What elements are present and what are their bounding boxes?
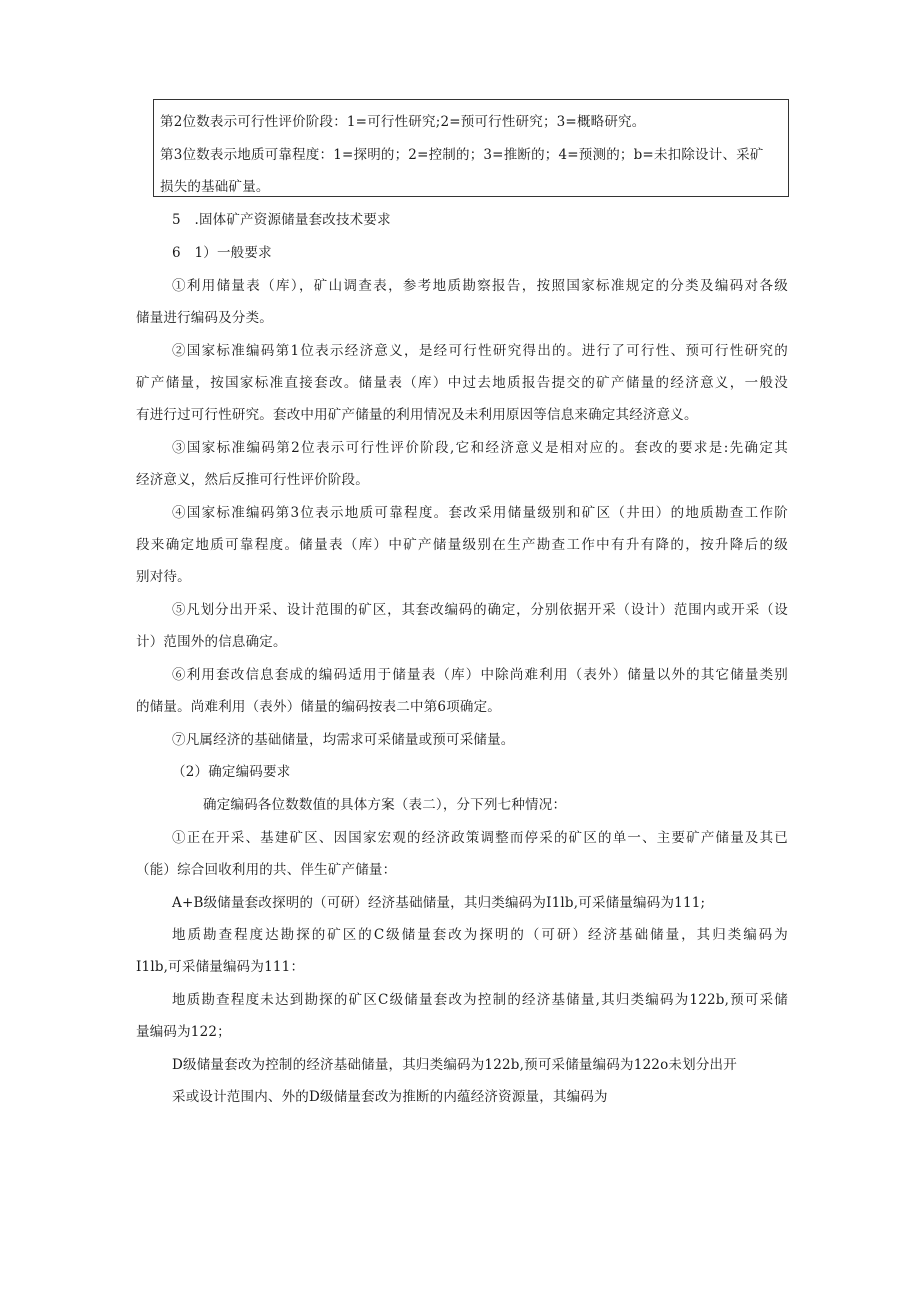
case-4-line-1: 地质勘查程度未达到勘探的矿区C级储量套改为控制的经济基储量,其归类编码为122b,预可采储	[172, 992, 788, 1008]
box-line-1: 第2位数表示可行性评价阶段：1=可行性研究;2=预可行性研究；3=概略研究。	[160, 114, 646, 130]
section-heading-6: 6 1）一般要求	[172, 245, 272, 261]
box-line-2: 第3位数表示地质可靠程度：1=探明的；2=控制的；3=推断的；4=预测的；b=未扣除设计、采矿	[160, 147, 764, 163]
case-4-line-2: 量编码为122；	[136, 1024, 231, 1040]
para-6-line-1: ⑥利用套改信息套成的编码适用于储量表（库）中除尚难利用（表外）储量以外的其它储量类别	[172, 667, 788, 683]
para-4-line-3: 别对待。	[136, 569, 191, 585]
case-3-line-2: I1lb,可采储量编码为111：	[136, 959, 305, 975]
para-2-line-3: 有进行过可行性研究。套改中用矿产储量的利用情况及未利用原因等信息来确定其经济意义。	[136, 407, 698, 423]
para-2-line-2: 矿产储量，按国家标准直接套改。储量表（库）中过去地质报告提交的矿产储量的经济意义，一般没	[136, 375, 788, 391]
case-6-line: 采或设计范围内、外的D级储量套改为推断的内蕴经济资源量，其编码为	[172, 1089, 608, 1105]
case-1-line-1: ①正在开采、基建矿区、因国家宏观的经济政策调整而停采的矿区的单一、主要矿产储量及其已	[172, 830, 788, 846]
section-heading-5: 5 .固体矿产资源储量套改技术要求	[172, 212, 391, 228]
para-6-line-2: 的储量。尚难利用（表外）储量的编码按表二中第6项确定。	[136, 699, 501, 715]
para-5-line-2: 计）范围外的信息确定。	[136, 634, 287, 650]
para-4-line-1: ④国家标准编码第3位表示地质可靠程度。套改采用储量级别和矿区（井田）的地质勘查工作阶	[172, 505, 788, 521]
section-heading-2: （2）确定编码要求	[172, 764, 291, 780]
para-2-line-1: ②国家标准编码第1位表示经济意义，是经可行性研究得出的。进行了可行性、预可行性研究的	[172, 343, 788, 359]
para-3-line-1: ③国家标准编码第2位表示可行性评价阶段,它和经济意义是相对应的。套改的要求是:先确定其	[172, 440, 788, 456]
para-1-line-2: 储量进行编码及分类。	[136, 310, 273, 326]
case-3-line-1: 地质勘查程度达勘探的矿区的C级储量套改为探明的（可研）经济基础储量，其归类编码为	[172, 927, 788, 943]
para-3-line-2: 经济意义，然后反推可行性评价阶段。	[136, 472, 369, 488]
para-1-line-1: ①利用储量表（库），矿山调查表，参考地质勘察报告，按照国家标准规定的分类及编码对各级	[172, 278, 788, 294]
case-1-line-2: （能）综合回收利用的共、伴生矿产储量：	[136, 862, 397, 878]
intro-line: 确定编码各位数数值的具体方案（表二），分下列七种情况：	[203, 797, 567, 813]
case-5-line: D级储量套改为控制的经济基础储量，其归类编码为122b,预可采储量编码为122o未划分出开	[172, 1057, 737, 1073]
box-line-3: 损失的基础矿量。	[160, 179, 270, 195]
case-2-line: A+B级储量套改探明的（可研）经济基础储量，其归类编码为I1lb,可采储量编码为111;	[172, 895, 706, 911]
para-7: ⑦凡属经济的基础储量，均需求可采储量或预可采储量。	[172, 732, 515, 748]
para-5-line-1: ⑤凡划分出开采、设计范围的矿区，其套改编码的确定，分别依据开采（设计）范围内或开采（设	[172, 602, 788, 618]
para-4-line-2: 段来确定地质可靠程度。储量表（库）中矿产储量级别在生产勘查工作中有升有降的，按升降后的级	[136, 537, 788, 553]
